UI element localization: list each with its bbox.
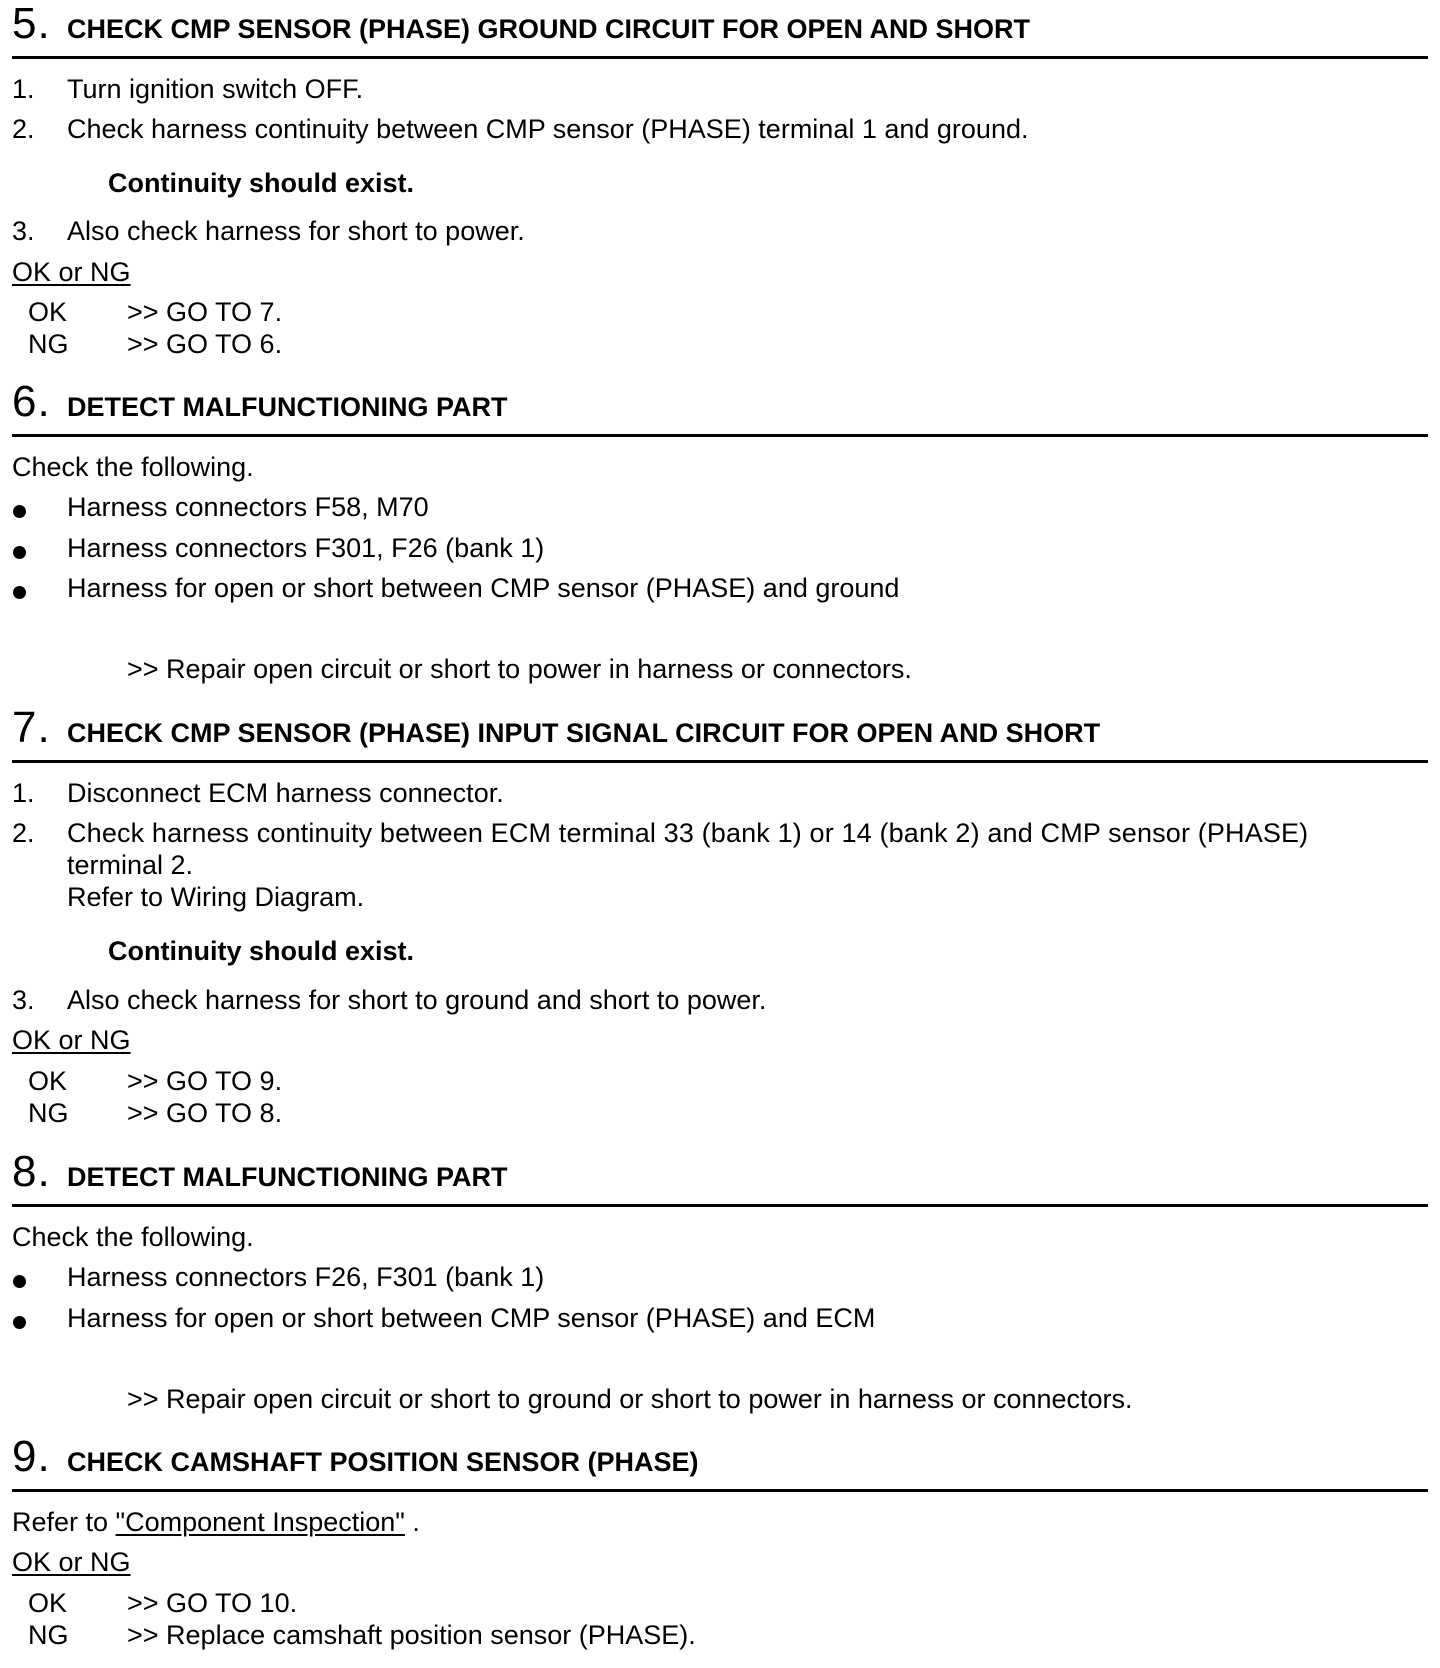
divider (12, 56, 1428, 59)
item-number: 3. (12, 216, 35, 246)
divider (12, 1489, 1428, 1492)
item-text: Disconnect ECM harness connector. (67, 778, 504, 808)
refer-text (12, 1506, 420, 1538)
intro-text: Check the following. (12, 1222, 254, 1252)
ok-action: >> GO TO 10. (127, 1588, 298, 1618)
item-text: Also check harness for short to power. (67, 216, 525, 246)
item-number: 3. (12, 985, 35, 1015)
ok-label: OK (28, 297, 68, 327)
step-number: 5. (12, 0, 51, 48)
step-8 (0, 1147, 1440, 1414)
item-text-continued: Refer to Wiring Diagram. (67, 882, 365, 912)
step-7 (0, 703, 1440, 1128)
divider (12, 1204, 1428, 1207)
refer-prefix: Refer to (12, 1507, 116, 1537)
step-number: 8. (12, 1147, 51, 1196)
ok-ng-heading: OK or NG (12, 1547, 131, 1577)
step-title: CHECK CMP SENSOR (PHASE) GROUND CIRCUIT FOR OPEN AND SHORT (67, 14, 1031, 44)
ok-action: >> GO TO 7. (127, 297, 283, 327)
continuity-note: Continuity should exist. (108, 936, 415, 966)
step-number: 6. (12, 377, 51, 426)
item-text: Turn ignition switch OFF. (67, 74, 364, 104)
repair-action: >> Repair open circuit or short to ground or short to power in harness or connectors. (127, 1384, 1133, 1414)
step-title: DETECT MALFUNCTIONING PART (67, 1162, 508, 1192)
bullet-text: Harness connectors F301, F26 (bank 1) (67, 533, 545, 563)
step-number: 7. (12, 703, 51, 752)
item-text: Also check harness for short to ground and short to power. (67, 985, 767, 1015)
item-number: 1. (12, 778, 35, 808)
item-text: Check harness continuity between ECM terminal 33 (bank 1) or 14 (bank 2) and CMP sensor (PHASE) (67, 818, 1309, 848)
ok-label: OK (28, 1588, 68, 1618)
ok-action: >> GO TO 9. (127, 1066, 283, 1096)
ng-action: >> Replace camshaft position sensor (PHASE). (127, 1620, 696, 1650)
bullet-text: Harness for open or short between CMP sensor (PHASE) and ECM (67, 1303, 876, 1333)
ng-label: NG (28, 1098, 69, 1128)
step-title: CHECK CMP SENSOR (PHASE) INPUT SIGNAL CIRCUIT FOR OPEN AND SHORT (67, 718, 1101, 748)
ng-label: NG (28, 329, 69, 359)
bullet-dot (13, 1316, 26, 1329)
item-text-continued: terminal 2. (67, 850, 194, 880)
component-inspection-link[interactable]: "Component Inspection" (115, 1507, 405, 1537)
bullet-dot (13, 505, 26, 518)
refer-suffix: . (404, 1507, 420, 1537)
step-title: DETECT MALFUNCTIONING PART (67, 392, 508, 422)
continuity-note: Continuity should exist. (108, 168, 415, 198)
bullet-dot (13, 546, 26, 559)
divider (12, 434, 1428, 437)
repair-action: >> Repair open circuit or short to power in harness or connectors. (127, 654, 912, 684)
ok-label: OK (28, 1066, 68, 1096)
divider (12, 760, 1428, 763)
step-5 (0, 0, 1440, 359)
ng-action: >> GO TO 6. (127, 329, 283, 359)
step-title: CHECK CAMSHAFT POSITION SENSOR (PHASE) (67, 1447, 699, 1477)
item-number: 2. (12, 818, 35, 848)
step-number: 9. (12, 1432, 51, 1481)
ok-ng-heading: OK or NG (12, 1025, 131, 1055)
item-number: 2. (12, 114, 35, 144)
step-6 (0, 377, 1440, 684)
ng-label: NG (28, 1620, 69, 1650)
bullet-text: Harness connectors F26, F301 (bank 1) (67, 1262, 545, 1292)
bullet-text: Harness connectors F58, M70 (67, 492, 429, 522)
bullet-dot (13, 586, 26, 599)
item-number: 1. (12, 74, 35, 104)
bullet-dot (13, 1275, 26, 1288)
ok-ng-heading: OK or NG (12, 257, 131, 287)
bullet-text: Harness for open or short between CMP sensor (PHASE) and ground (67, 573, 900, 603)
ng-action: >> GO TO 8. (127, 1098, 283, 1128)
intro-text: Check the following. (12, 452, 254, 482)
item-text: Check harness continuity between CMP sensor (PHASE) terminal 1 and ground. (67, 114, 1029, 144)
step-9 (0, 1432, 1440, 1650)
